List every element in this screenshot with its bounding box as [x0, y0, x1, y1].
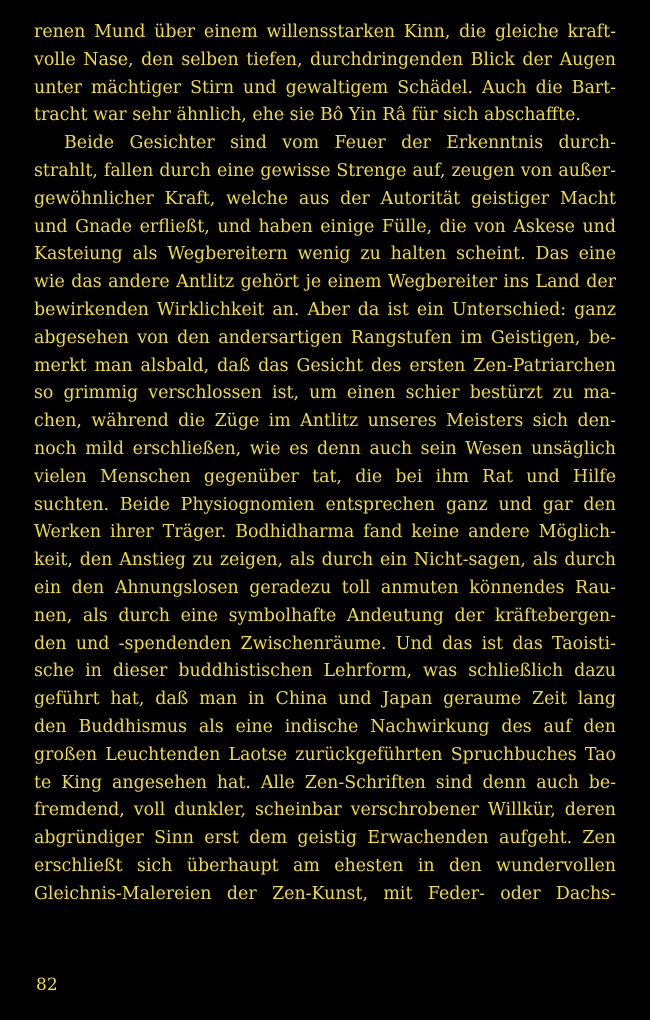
text-line: so grimmig verschlossen ist, um einen schier bestürzt zu ma- — [34, 383, 616, 404]
text-line: merkt man alsbald, daß das Gesicht des ersten Zen-Patriarchen — [34, 355, 616, 376]
text-line: abgründiger Sinn erst dem geistig Erwachenden aufgeht. Zen — [34, 828, 616, 849]
text-line: strahlt, fallen durch eine gewisse Strenge auf, zeugen von außer- — [34, 160, 616, 181]
text-line: großen Leuchtenden Laotse zurückgeführten Spruchbuches Tao — [34, 744, 616, 765]
text-line: bewirkenden Wirklichkeit an. Aber da ist ein Unterschied: ganz — [34, 299, 616, 320]
text-line: volle Nase, den selben tiefen, durchdringenden Blick der Augen — [34, 49, 616, 70]
text-line: fremdend, voll dunkler, scheinbar verschrobener Willkür, deren — [34, 800, 616, 821]
text-line: vielen Menschen gegenüber tat, die bei ihm Rat und Hilfe — [34, 466, 616, 487]
text-line: chen, während die Züge im Antlitz unseres Meisters sich den- — [34, 411, 616, 432]
text-line: keit, den Anstieg zu zeigen, als durch ein Nicht-sagen, als durch — [34, 550, 616, 571]
text-line: nen, als durch eine symbolhafte Andeutung der kräftebergen- — [34, 605, 616, 626]
text-line: den und -spendenden Zwischenräume. Und das ist das Taoisti- — [34, 633, 616, 654]
text-line: noch mild erschließen, wie es denn auch sein Wesen unsäglich — [34, 438, 616, 459]
text-line: ein den Ahnungslosen geradezu toll anmuten könnendes Rau- — [34, 577, 616, 598]
text-line: suchten. Beide Physiognomien entsprechen ganz und gar den — [34, 494, 616, 515]
text-line: te King angesehen hat. Alle Zen-Schriften sind denn auch be- — [34, 772, 616, 793]
text-line: den Buddhismus als eine indische Nachwirkung des auf den — [34, 716, 616, 737]
text-line: unter mächtiger Stirn und gewaltigem Schädel. Auch die Bart- — [34, 77, 616, 98]
text-line: erschließt sich überhaupt am ehesten in den wundervollen — [34, 855, 616, 876]
text-line: tracht war sehr ähnlich, ehe sie Bô Yin Râ für sich abschaffte. — [34, 105, 581, 126]
text-line: Beide Gesichter sind vom Feuer der Erkenntnis durch- — [64, 133, 616, 154]
text-line: sche in dieser buddhistischen Lehrform, was schließlich dazu — [34, 661, 616, 682]
text-line: Gleichnis-Malereien der Zen-Kunst, mit Feder- oder Dachs- — [34, 883, 616, 904]
text-line: abgesehen von den andersartigen Rangstufen im Geistigen, be- — [34, 327, 616, 348]
text-line: Kasteiung als Wegbereitern wenig zu halten scheint. Das eine — [34, 244, 616, 265]
text-line: und Gnade erfließt, und haben einige Fülle, die von Askese und — [34, 216, 616, 237]
text-line: geführt hat, daß man in China und Japan geraume Zeit lang — [34, 689, 616, 710]
text-line: renen Mund über einem willensstarken Kinn, die gleiche kraft- — [34, 22, 616, 42]
text-line: wie das andere Antlitz gehört je einem Wegbereiter ins Land der — [34, 272, 616, 293]
body-text — [34, 19, 616, 909]
text-line: Werken ihrer Träger. Bodhidharma fand keine andere Möglich- — [34, 522, 616, 543]
page-number: 82 — [36, 975, 58, 995]
text-line: gewöhnlicher Kraft, welche aus der Autorität geistiger Macht — [34, 188, 616, 209]
